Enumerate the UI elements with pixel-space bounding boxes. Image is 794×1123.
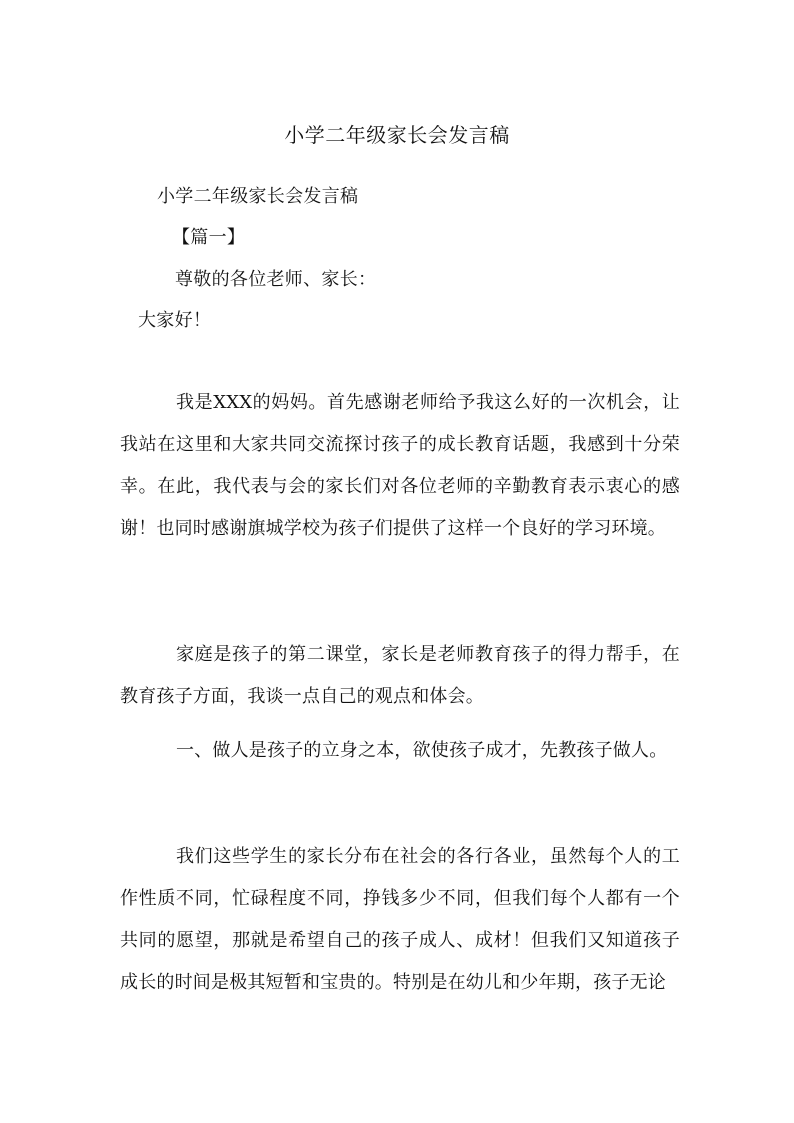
document-title: 小学二年级家长会发言稿 (284, 123, 510, 147)
paragraph-1: 我是XXX的妈妈。首先感谢老师给予我这么好的一次机会，让我站在这里和大家共同交流探讨孩子的成长教育话题，我感到十分荣幸。在此，我代表与会的家长们对各位老师的辛勤教育表示衷心的感谢！也同时感谢旗城学校为孩子们提供了这样一个良好的学习环境。 (120, 392, 680, 539)
greeting-line-1: 尊敬的各位老师、家长： (175, 269, 377, 290)
document-subtitle: 小学二年级家长会发言稿 (157, 186, 359, 207)
greeting-line-2: 大家好！ (138, 310, 212, 331)
section-label: 【篇一】 (172, 227, 246, 248)
paragraph-3: 一、做人是孩子的立身之本，欲使孩子成才，先教孩子做人。 (176, 740, 668, 761)
paragraph-2: 家庭是孩子的第二课堂，家长是老师教育孩子的得力帮手，在教育孩子方面，我谈一点自己的观点和体会。 (120, 644, 680, 707)
paragraph-4: 我们这些学生的家长分布在社会的各行各业，虽然每个人的工作性质不同，忙碌程度不同，挣钱多少不同，但我们每个人都有一个共同的愿望，那就是希望自己的孩子成人、成材！但我们又知道孩子成长的时间是极其短暂和宝贵的。特别是在幼儿和少年期，孩子无论 (120, 846, 680, 993)
